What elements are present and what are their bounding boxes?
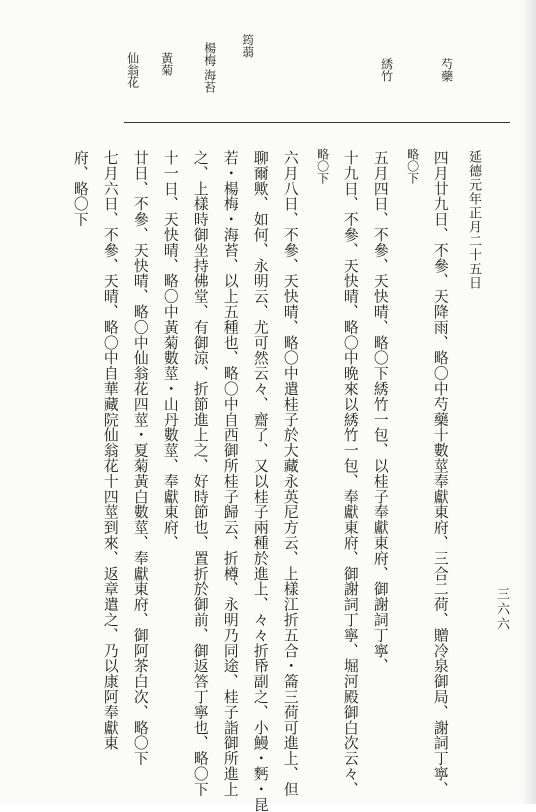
body-line-10: 十一日、天快晴、略〇中黃菊數莖・山丹數莖、奉獻東府、	[161, 150, 179, 551]
side-note-yamamomo: 楊梅 海苔	[202, 42, 217, 93]
side-note-kinkon: 筠蒻	[240, 34, 255, 58]
page-edge-shadow	[522, 0, 536, 804]
body-line-3: 五月四日、不參、天快晴、略〇下綉竹一包、以桂子奉獻東府、御謝詞丁寧、	[371, 150, 389, 674]
side-note-kiku: 黃菊	[159, 52, 174, 76]
body-line-13: 府、略〇下	[71, 150, 89, 227]
body-line-11: 廿日、不參、天快晴、略〇中仙翁花四莖・夏菊黃白數莖、奉獻東府、御阿茶白次、略〇下	[131, 150, 149, 766]
body-line-12: 七月六日、不參、天晴、略〇中自華藏院仙翁花十四莖到來、返章遣之、乃以康阿奉獻東	[101, 150, 119, 751]
body-line-4: 十九日、不參、天快晴、略〇中晩來以綉竹一包、奉獻東府、御謝詞丁寧、堀河殿御白次云々、	[341, 150, 359, 797]
side-note-shakuyaku: 芍藥	[439, 58, 454, 82]
body-line-2: 略〇下	[405, 148, 420, 184]
body-line-7: 聊爾歟、如何、永明云、尤可然云々、齋了、又以桂子兩種於進上、々々折帋副之、小鰻・麫・昆	[251, 150, 269, 812]
side-note-sennoge: 仙翁花	[125, 52, 140, 88]
running-header: 延德元年正月二十五日	[466, 150, 481, 290]
body-line-1: 四月廿九日、不參、天降雨、略〇中芍藥十數莖奉獻東府、三合二荷、贈冷泉御局、謝詞丁寧、	[431, 150, 449, 797]
body-line-9: 之、上樣時御坐持佛堂、有御涼、折節進上之、好時節也、置折於御前、御返答丁寧也、略〇下	[191, 150, 209, 797]
body-line-8: 若・楊梅・海苔、以上五種也、略〇中自西御所桂子歸云、折樽、永明乃同途、桂子詣御所進上	[221, 150, 239, 797]
side-note-shuchiku: 綉竹	[379, 58, 394, 82]
body-line-5: 略〇下	[315, 148, 330, 184]
body-line-6: 六月八日、不參、天快晴、略〇中遣桂子於大藏永英尼方云、上樣江折五合・䈁三荷可進上、但	[281, 150, 299, 797]
page-number: 三六六	[494, 587, 509, 632]
header-rule	[124, 122, 510, 123]
